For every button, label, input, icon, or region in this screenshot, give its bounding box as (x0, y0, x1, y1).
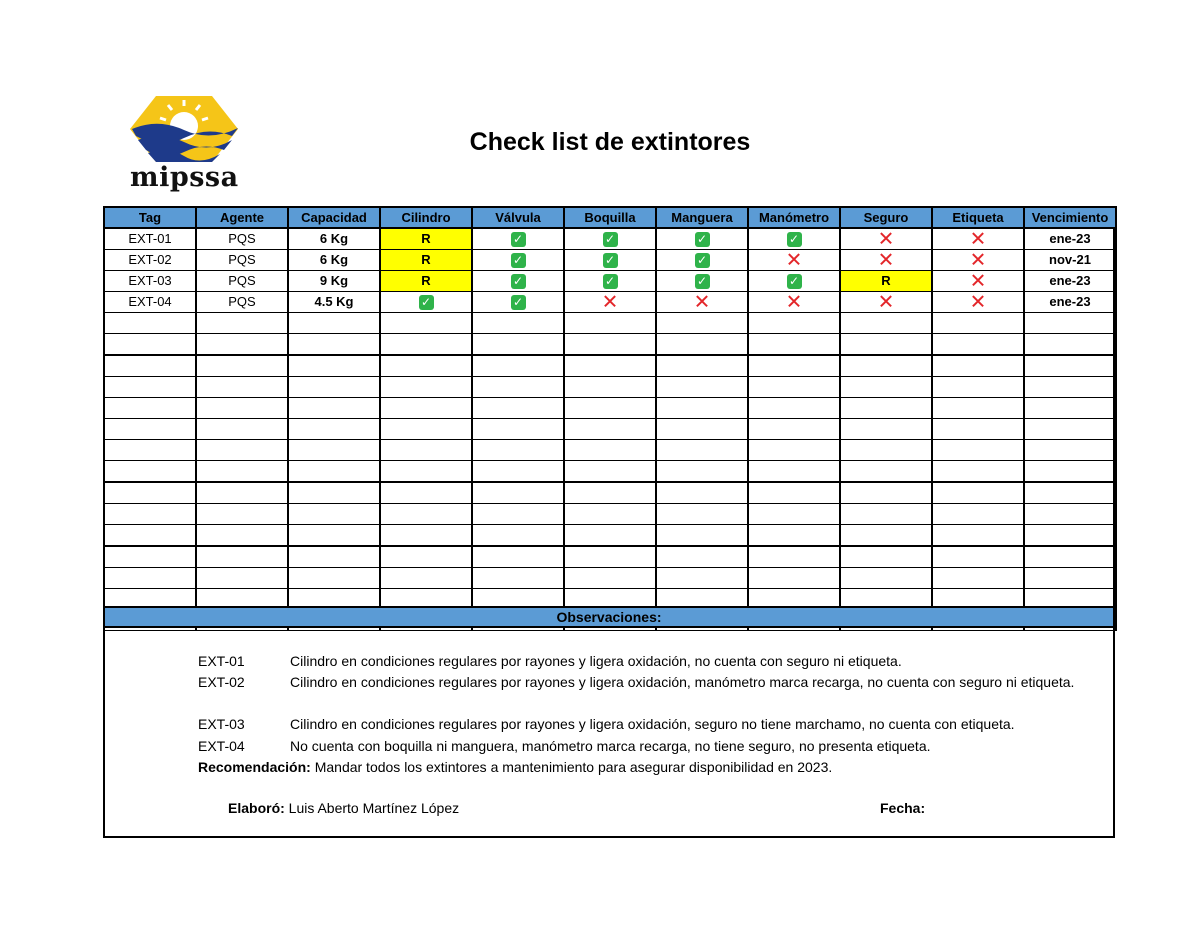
cell-seguro (840, 525, 932, 547)
cell-boquilla (564, 334, 656, 356)
cell-manometro (748, 482, 840, 504)
recomendacion-label: Recomendación: (198, 759, 311, 775)
cell-boquilla (564, 228, 656, 250)
cell-seguro (840, 440, 932, 461)
recomendacion (198, 759, 832, 775)
checklist-table (103, 206, 1117, 631)
table-row (104, 419, 1116, 440)
cell-agente (196, 525, 288, 547)
cell-capacidad (288, 398, 380, 419)
cell-vencimiento (1024, 377, 1116, 398)
cell-boquilla (564, 313, 656, 334)
cell-boquilla (564, 292, 656, 313)
table-row (104, 568, 1116, 589)
cell-seguro (840, 482, 932, 504)
table-row (104, 504, 1116, 525)
cell-vencimiento (1024, 504, 1116, 525)
observation-tag: EXT-03 (198, 716, 245, 732)
cell-manometro (748, 546, 840, 568)
cell-tag (104, 419, 196, 440)
cell-manguera (656, 313, 748, 334)
cell-boquilla (564, 568, 656, 589)
cell-tag (104, 313, 196, 334)
cell-manometro (748, 461, 840, 483)
elaboro (228, 800, 459, 816)
cell-valvula (472, 504, 564, 525)
cell-seguro (840, 568, 932, 589)
cross-icon: ✕ (785, 249, 803, 271)
cell-manometro (748, 440, 840, 461)
cell-cilindro (380, 419, 472, 440)
cell-manometro (748, 377, 840, 398)
cell-cilindro (380, 504, 472, 525)
cell-manguera (656, 271, 748, 292)
cell-manguera (656, 419, 748, 440)
cell-vencimiento: nov-21 (1024, 250, 1116, 271)
col-header: Manómetro (748, 207, 840, 228)
cell-capacidad: 6 Kg (288, 228, 380, 250)
col-header: Seguro (840, 207, 932, 228)
cell-tag (104, 568, 196, 589)
page-title: Check list de extintores (469, 128, 751, 156)
table-header-row (104, 207, 1116, 228)
cell-valvula (472, 228, 564, 250)
cell-capacidad (288, 355, 380, 377)
cell-cilindro (380, 355, 472, 377)
cell-manometro (748, 313, 840, 334)
col-header: Cilindro (380, 207, 472, 228)
cell-etiqueta (932, 419, 1024, 440)
cell-vencimiento (1024, 440, 1116, 461)
cell-agente: PQS (196, 228, 288, 250)
observation-text: Cilindro en condiciones regulares por rayones y ligera oxidación, seguro no tiene marchamo, no cuenta con etiqueta. (290, 716, 1015, 732)
check-icon: ✓ (511, 232, 526, 247)
cell-seguro (840, 419, 932, 440)
cell-vencimiento (1024, 313, 1116, 334)
table-row (104, 482, 1116, 504)
cell-etiqueta (932, 334, 1024, 356)
cell-cilindro (380, 313, 472, 334)
cell-vencimiento: ene-23 (1024, 292, 1116, 313)
cell-agente (196, 440, 288, 461)
cell-manometro (748, 292, 840, 313)
cross-icon: ✕ (969, 270, 987, 292)
cell-manometro (748, 525, 840, 547)
cell-cilindro (380, 482, 472, 504)
cell-agente: PQS (196, 292, 288, 313)
cell-valvula (472, 313, 564, 334)
cell-manometro (748, 355, 840, 377)
cell-agente (196, 546, 288, 568)
cell-agente (196, 482, 288, 504)
observation-tag: EXT-01 (198, 653, 245, 669)
cell-seguro (840, 313, 932, 334)
cell-etiqueta (932, 292, 1024, 313)
cell-capacidad (288, 377, 380, 398)
observation-tag: EXT-02 (198, 674, 245, 690)
cell-manguera (656, 377, 748, 398)
cell-capacidad (288, 334, 380, 356)
cell-valvula (472, 419, 564, 440)
cell-tag: EXT-04 (104, 292, 196, 313)
cell-cilindro (380, 377, 472, 398)
cell-valvula (472, 334, 564, 356)
cell-vencimiento (1024, 398, 1116, 419)
check-icon: ✓ (419, 295, 434, 310)
cell-boquilla (564, 271, 656, 292)
cell-seguro (840, 398, 932, 419)
check-icon: ✓ (695, 232, 710, 247)
cell-capacidad (288, 419, 380, 440)
cell-seguro (840, 334, 932, 356)
cell-boquilla (564, 461, 656, 483)
cell-vencimiento (1024, 419, 1116, 440)
cell-capacidad (288, 525, 380, 547)
cell-cilindro (380, 292, 472, 313)
col-header: Vencimiento (1024, 207, 1116, 228)
fecha (880, 800, 925, 816)
table-row (104, 546, 1116, 568)
table-row (104, 250, 1116, 271)
col-header: Etiqueta (932, 207, 1024, 228)
cell-valvula (472, 546, 564, 568)
observation-text: No cuenta con boquilla ni manguera, manómetro marca recarga, no tiene seguro, no presenta etiqueta. (290, 738, 931, 754)
cell-valvula (472, 271, 564, 292)
cell-valvula (472, 568, 564, 589)
recomendacion-text: Mandar todos los extintores a mantenimiento para asegurar disponibilidad en 2023. (314, 759, 833, 775)
cell-valvula (472, 250, 564, 271)
check-icon: ✓ (695, 274, 710, 289)
cell-boquilla (564, 355, 656, 377)
cell-vencimiento: ene-23 (1024, 228, 1116, 250)
col-header: Boquilla (564, 207, 656, 228)
observaciones-header: Observaciones: (103, 606, 1115, 628)
cell-agente (196, 313, 288, 334)
cell-etiqueta (932, 504, 1024, 525)
cell-tag (104, 440, 196, 461)
check-icon: ✓ (511, 253, 526, 268)
col-header: Capacidad (288, 207, 380, 228)
cell-manometro (748, 250, 840, 271)
cell-etiqueta (932, 568, 1024, 589)
observation-tag: EXT-04 (198, 738, 245, 754)
cell-valvula (472, 377, 564, 398)
cell-manometro (748, 271, 840, 292)
cell-tag (104, 525, 196, 547)
cell-tag (104, 334, 196, 356)
cell-seguro (840, 546, 932, 568)
cell-capacidad: 6 Kg (288, 250, 380, 271)
elaboro-name: Luis Aberto Martínez López (288, 800, 460, 816)
cell-tag (104, 504, 196, 525)
cell-cilindro (380, 525, 472, 547)
cell-vencimiento (1024, 355, 1116, 377)
cell-etiqueta (932, 228, 1024, 250)
cell-tag: EXT-01 (104, 228, 196, 250)
cell-tag: EXT-02 (104, 250, 196, 271)
cross-icon: ✕ (877, 291, 895, 313)
cell-cilindro (380, 568, 472, 589)
cell-capacidad (288, 504, 380, 525)
cross-icon: ✕ (969, 228, 987, 250)
table-row (104, 398, 1116, 419)
cell-cilindro (380, 334, 472, 356)
cross-icon: ✕ (877, 249, 895, 271)
cell-seguro: R (840, 271, 932, 292)
cell-cilindro (380, 398, 472, 419)
cell-vencimiento: ene-23 (1024, 271, 1116, 292)
cell-capacidad (288, 482, 380, 504)
cell-boquilla (564, 482, 656, 504)
cell-etiqueta (932, 525, 1024, 547)
cell-manguera (656, 334, 748, 356)
cell-vencimiento (1024, 525, 1116, 547)
col-header: Válvula (472, 207, 564, 228)
table-row (104, 355, 1116, 377)
cell-cilindro (380, 461, 472, 483)
cell-seguro (840, 355, 932, 377)
cell-tag (104, 461, 196, 483)
cell-capacidad (288, 461, 380, 483)
cell-manguera (656, 440, 748, 461)
col-header: Tag (104, 207, 196, 228)
cross-icon: ✕ (601, 291, 619, 313)
cell-manometro (748, 504, 840, 525)
cell-valvula (472, 292, 564, 313)
cell-boquilla (564, 398, 656, 419)
cell-manometro (748, 419, 840, 440)
cell-manguera (656, 398, 748, 419)
cell-etiqueta (932, 440, 1024, 461)
cell-cilindro: R (380, 228, 472, 250)
check-icon: ✓ (511, 295, 526, 310)
cell-manguera (656, 461, 748, 483)
cross-icon: ✕ (969, 249, 987, 271)
cell-valvula (472, 398, 564, 419)
cell-agente: PQS (196, 250, 288, 271)
table-row (104, 377, 1116, 398)
cell-seguro (840, 377, 932, 398)
cell-boquilla (564, 377, 656, 398)
cell-cilindro (380, 546, 472, 568)
cell-manguera (656, 228, 748, 250)
cell-agente (196, 419, 288, 440)
cell-capacidad (288, 546, 380, 568)
cell-boquilla (564, 419, 656, 440)
cell-seguro (840, 250, 932, 271)
observation-text: Cilindro en condiciones regulares por rayones y ligera oxidación, manómetro marca recarga, no cuenta con seguro ni etiqueta. (290, 674, 1075, 690)
cell-boquilla (564, 546, 656, 568)
cell-tag: EXT-03 (104, 271, 196, 292)
check-icon: ✓ (511, 274, 526, 289)
table-row (104, 440, 1116, 461)
check-icon: ✓ (603, 253, 618, 268)
cell-vencimiento (1024, 568, 1116, 589)
cell-agente (196, 377, 288, 398)
cross-icon: ✕ (877, 228, 895, 250)
cell-manguera (656, 568, 748, 589)
fecha-label: Fecha: (880, 800, 926, 816)
cell-etiqueta (932, 377, 1024, 398)
cell-cilindro (380, 440, 472, 461)
cell-agente (196, 334, 288, 356)
cell-manometro (748, 228, 840, 250)
cell-tag (104, 482, 196, 504)
cross-icon: ✕ (785, 291, 803, 313)
cell-etiqueta (932, 250, 1024, 271)
cell-agente (196, 355, 288, 377)
cell-agente (196, 461, 288, 483)
cell-manguera (656, 546, 748, 568)
cross-icon: ✕ (969, 291, 987, 313)
cell-tag (104, 377, 196, 398)
cell-valvula (472, 482, 564, 504)
cell-capacidad: 9 Kg (288, 271, 380, 292)
table-row (104, 525, 1116, 547)
cell-tag (104, 546, 196, 568)
cell-boquilla (564, 525, 656, 547)
table-row (104, 292, 1116, 313)
cell-manguera (656, 482, 748, 504)
cell-boquilla (564, 250, 656, 271)
cell-valvula (472, 355, 564, 377)
check-icon: ✓ (603, 232, 618, 247)
elaboro-label: Elaboró: (228, 800, 285, 816)
cell-valvula (472, 461, 564, 483)
cell-etiqueta (932, 313, 1024, 334)
cell-etiqueta (932, 482, 1024, 504)
check-icon: ✓ (787, 274, 802, 289)
cell-manometro (748, 334, 840, 356)
cell-valvula (472, 440, 564, 461)
cell-cilindro: R (380, 250, 472, 271)
col-header: Agente (196, 207, 288, 228)
col-header: Manguera (656, 207, 748, 228)
cell-etiqueta (932, 461, 1024, 483)
cell-etiqueta (932, 271, 1024, 292)
cell-etiqueta (932, 398, 1024, 419)
observation-text: Cilindro en condiciones regulares por rayones y ligera oxidación, no cuenta con seguro ni etiqueta. (290, 653, 902, 669)
cell-seguro (840, 461, 932, 483)
cell-manometro (748, 568, 840, 589)
cell-manguera (656, 355, 748, 377)
check-icon: ✓ (787, 232, 802, 247)
cell-boquilla (564, 504, 656, 525)
cell-seguro (840, 228, 932, 250)
cell-vencimiento (1024, 546, 1116, 568)
cell-manometro (748, 398, 840, 419)
table-row (104, 228, 1116, 250)
cell-seguro (840, 292, 932, 313)
logo-text: mipssa (130, 162, 239, 193)
cell-agente: PQS (196, 271, 288, 292)
cell-vencimiento (1024, 461, 1116, 483)
cell-manguera (656, 292, 748, 313)
cell-vencimiento (1024, 334, 1116, 356)
cell-agente (196, 568, 288, 589)
cell-etiqueta (932, 355, 1024, 377)
table-row (104, 461, 1116, 483)
cell-vencimiento (1024, 482, 1116, 504)
cell-manguera (656, 504, 748, 525)
cell-agente (196, 398, 288, 419)
cell-manguera (656, 525, 748, 547)
cell-agente (196, 504, 288, 525)
cell-capacidad: 4.5 Kg (288, 292, 380, 313)
cell-tag (104, 355, 196, 377)
check-icon: ✓ (603, 274, 618, 289)
cell-tag (104, 398, 196, 419)
cross-icon: ✕ (693, 291, 711, 313)
table-row (104, 334, 1116, 356)
cell-capacidad (288, 440, 380, 461)
cell-manguera (656, 250, 748, 271)
cell-valvula (472, 525, 564, 547)
cell-cilindro: R (380, 271, 472, 292)
cell-boquilla (564, 440, 656, 461)
cell-capacidad (288, 313, 380, 334)
cell-etiqueta (932, 546, 1024, 568)
table-row (104, 271, 1116, 292)
table-row (104, 313, 1116, 334)
cell-capacidad (288, 568, 380, 589)
cell-seguro (840, 504, 932, 525)
check-icon: ✓ (695, 253, 710, 268)
